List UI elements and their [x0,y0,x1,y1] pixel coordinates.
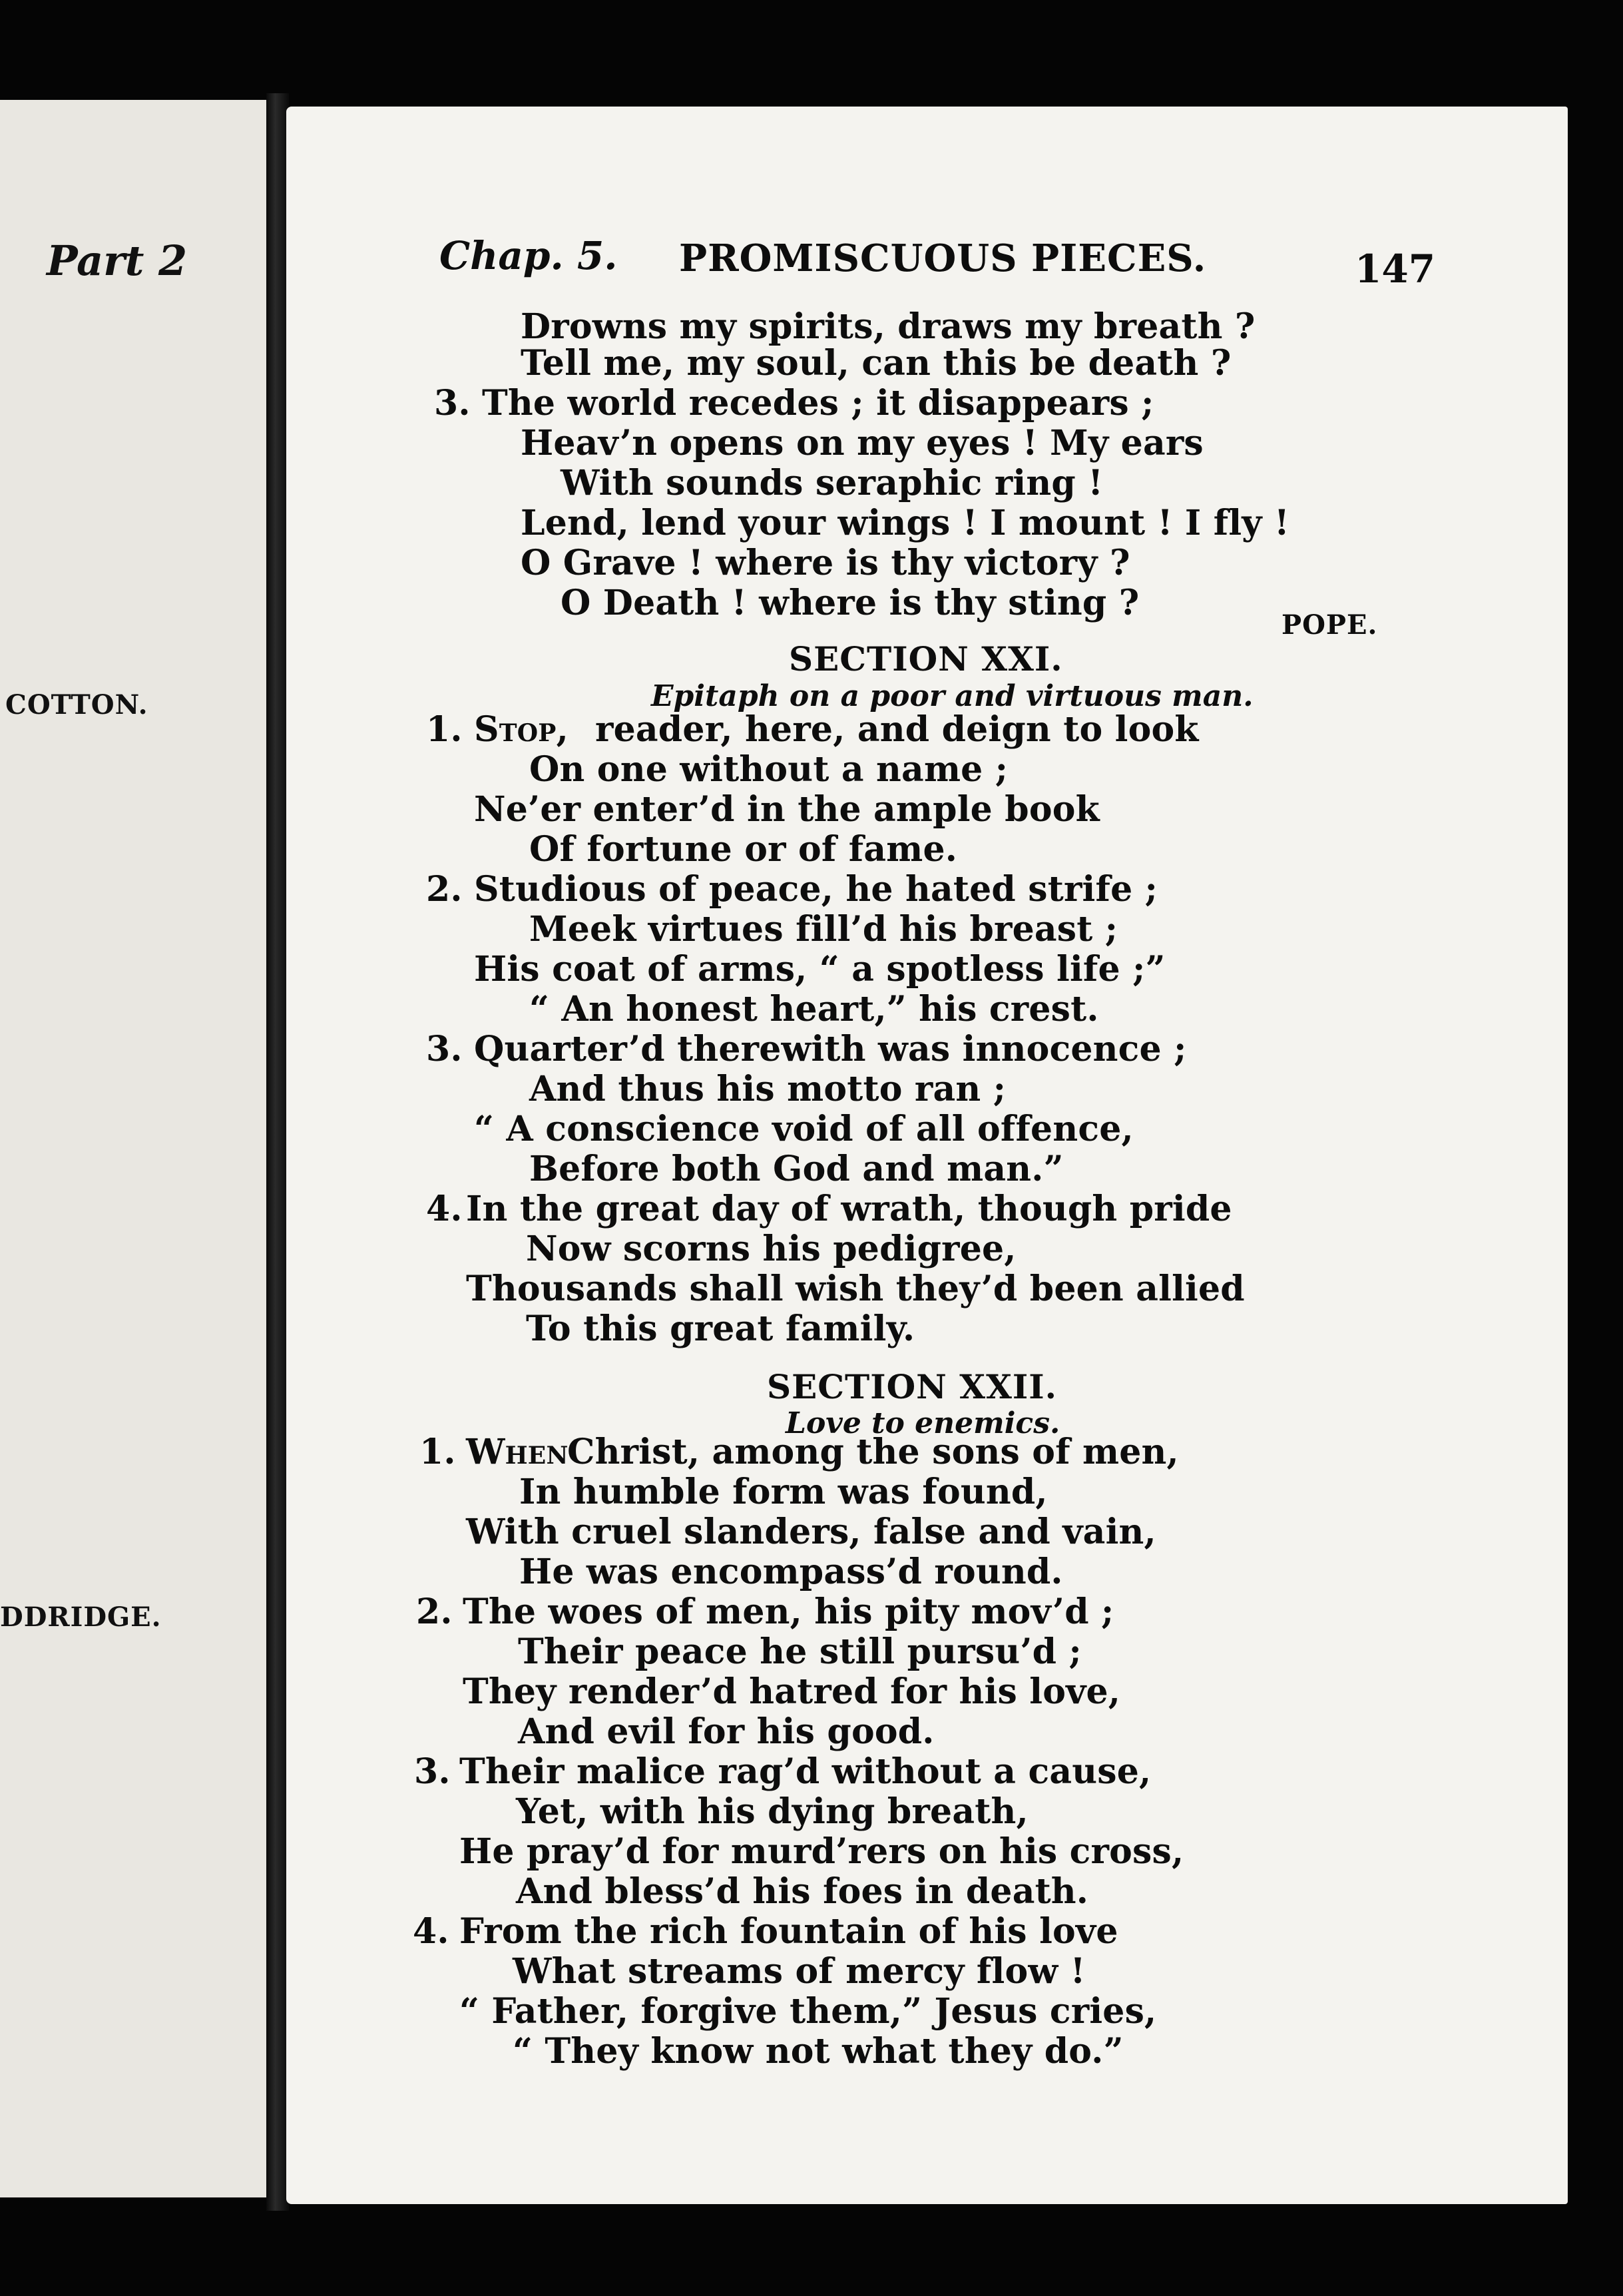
verse-line: O Grave ! where is thy victory ? [521,543,1130,583]
verse-line: “ Father, forgive them,” Jesus cries, [459,1991,1157,2032]
verse-line: Their malice rag’d without a cause, [459,1751,1152,1792]
stanza-number: 4. [426,1189,463,1229]
stanza-number: 1. [419,1432,456,1472]
verse-line: With sounds seraphic ring ! [561,463,1104,503]
verse-line: Their peace he still pursu’d ; [518,1631,1082,1672]
page-number: 147 [1355,246,1436,292]
left-page-attribution-cotton: COTTON. [5,689,148,720]
verse-line: “ An honest heart,” his crest. [529,989,1099,1029]
stanza-first-word: Stop, [474,709,569,750]
verse-line: Tell me, my soul, can this be death ? [521,343,1232,384]
verse-line: Meek virtues fill’d his breast ; [529,909,1118,950]
verse-line: reader, here, and deign to look [595,709,1199,750]
verse-line: Heav’n opens on my eyes ! My ears [521,423,1204,463]
verse-line: Now scorns his pedigree, [526,1229,1017,1269]
verse-line: The woes of men, his pity mov’d ; [463,1591,1114,1632]
left-page-header: Part 2 [47,236,188,285]
stanza-number: 2. [426,869,463,910]
verse-line: And thus his motto ran ; [529,1069,1007,1109]
verse-line: Thousands shall wish they’d been allied [466,1269,1245,1309]
left-page-attribution-doddridge: DDRIDGE. [0,1601,162,1633]
verse-line: Ne’er enter’d in the ample book [474,789,1100,830]
verse-line: What streams of mercy flow ! [513,1951,1086,1992]
verse-line: Before both God and man.” [529,1149,1064,1189]
verse-line: To this great family. [526,1308,915,1349]
stanza-number: 4. [413,1911,449,1952]
verse-line: Christ, among the sons of men, [567,1432,1179,1472]
verse-line: “ A conscience void of all offence, [474,1109,1134,1149]
stanza-number: 2. [416,1591,453,1632]
verse-line: Of fortune or of fame. [529,829,958,870]
poem-attribution: POPE. [1281,609,1378,641]
left-facing-page [0,100,278,2197]
section-22-heading: SECTION XXII. [767,1367,1058,1406]
stanza-number: 3. [426,1029,463,1069]
verse-line: Drowns my spirits, draws my breath ? [521,306,1256,347]
stanza-number: 3. [434,383,471,424]
verse-line: In humble form was found, [519,1472,1048,1512]
section-22-subtitle: Love to enemics. [786,1406,1060,1440]
verse-line: His coat of arms, “ a spotless life ;” [474,949,1166,990]
book-spine [266,93,289,2211]
verse-line: The world recedes ; it disappears ; [482,383,1154,424]
stanza-number: 3. [414,1751,451,1792]
stanza-first-word: When [466,1432,569,1472]
stanza-number: 1. [426,709,463,750]
verse-line: Studious of peace, he hated strife ; [474,869,1158,910]
section-21-subtitle: Epitaph on a poor and virtuous man. [651,679,1254,713]
chapter-label: Chap. 5. [439,233,618,278]
verse-line: On one without a name ; [529,749,1009,790]
verse-line: Quarter’d therewith was innocence ; [474,1029,1187,1069]
verse-line: In the great day of wrath, though pride [466,1189,1232,1229]
verse-line: They render’d hatred for his love, [463,1671,1121,1712]
verse-line: And evil for his good. [518,1711,935,1752]
verse-line: He pray’d for murd’rers on his cross, [459,1831,1184,1872]
verse-line: From the rich fountain of his love [459,1911,1118,1952]
verse-line: He was encompass’d round. [519,1552,1063,1592]
section-21-heading: SECTION XXI. [789,639,1063,679]
verse-line: “ They know not what they do.” [513,2031,1124,2072]
verse-line: Lend, lend your wings ! I mount ! I fly ! [521,503,1290,543]
verse-line: And bless’d his foes in death. [516,1871,1089,1912]
running-title: PROMISCUOUS PIECES. [679,236,1207,280]
verse-line: O Death ! where is thy sting ? [561,583,1140,623]
verse-line: With cruel slanders, false and vain, [466,1512,1156,1552]
verse-line: Yet, with his dying breath, [516,1791,1029,1832]
